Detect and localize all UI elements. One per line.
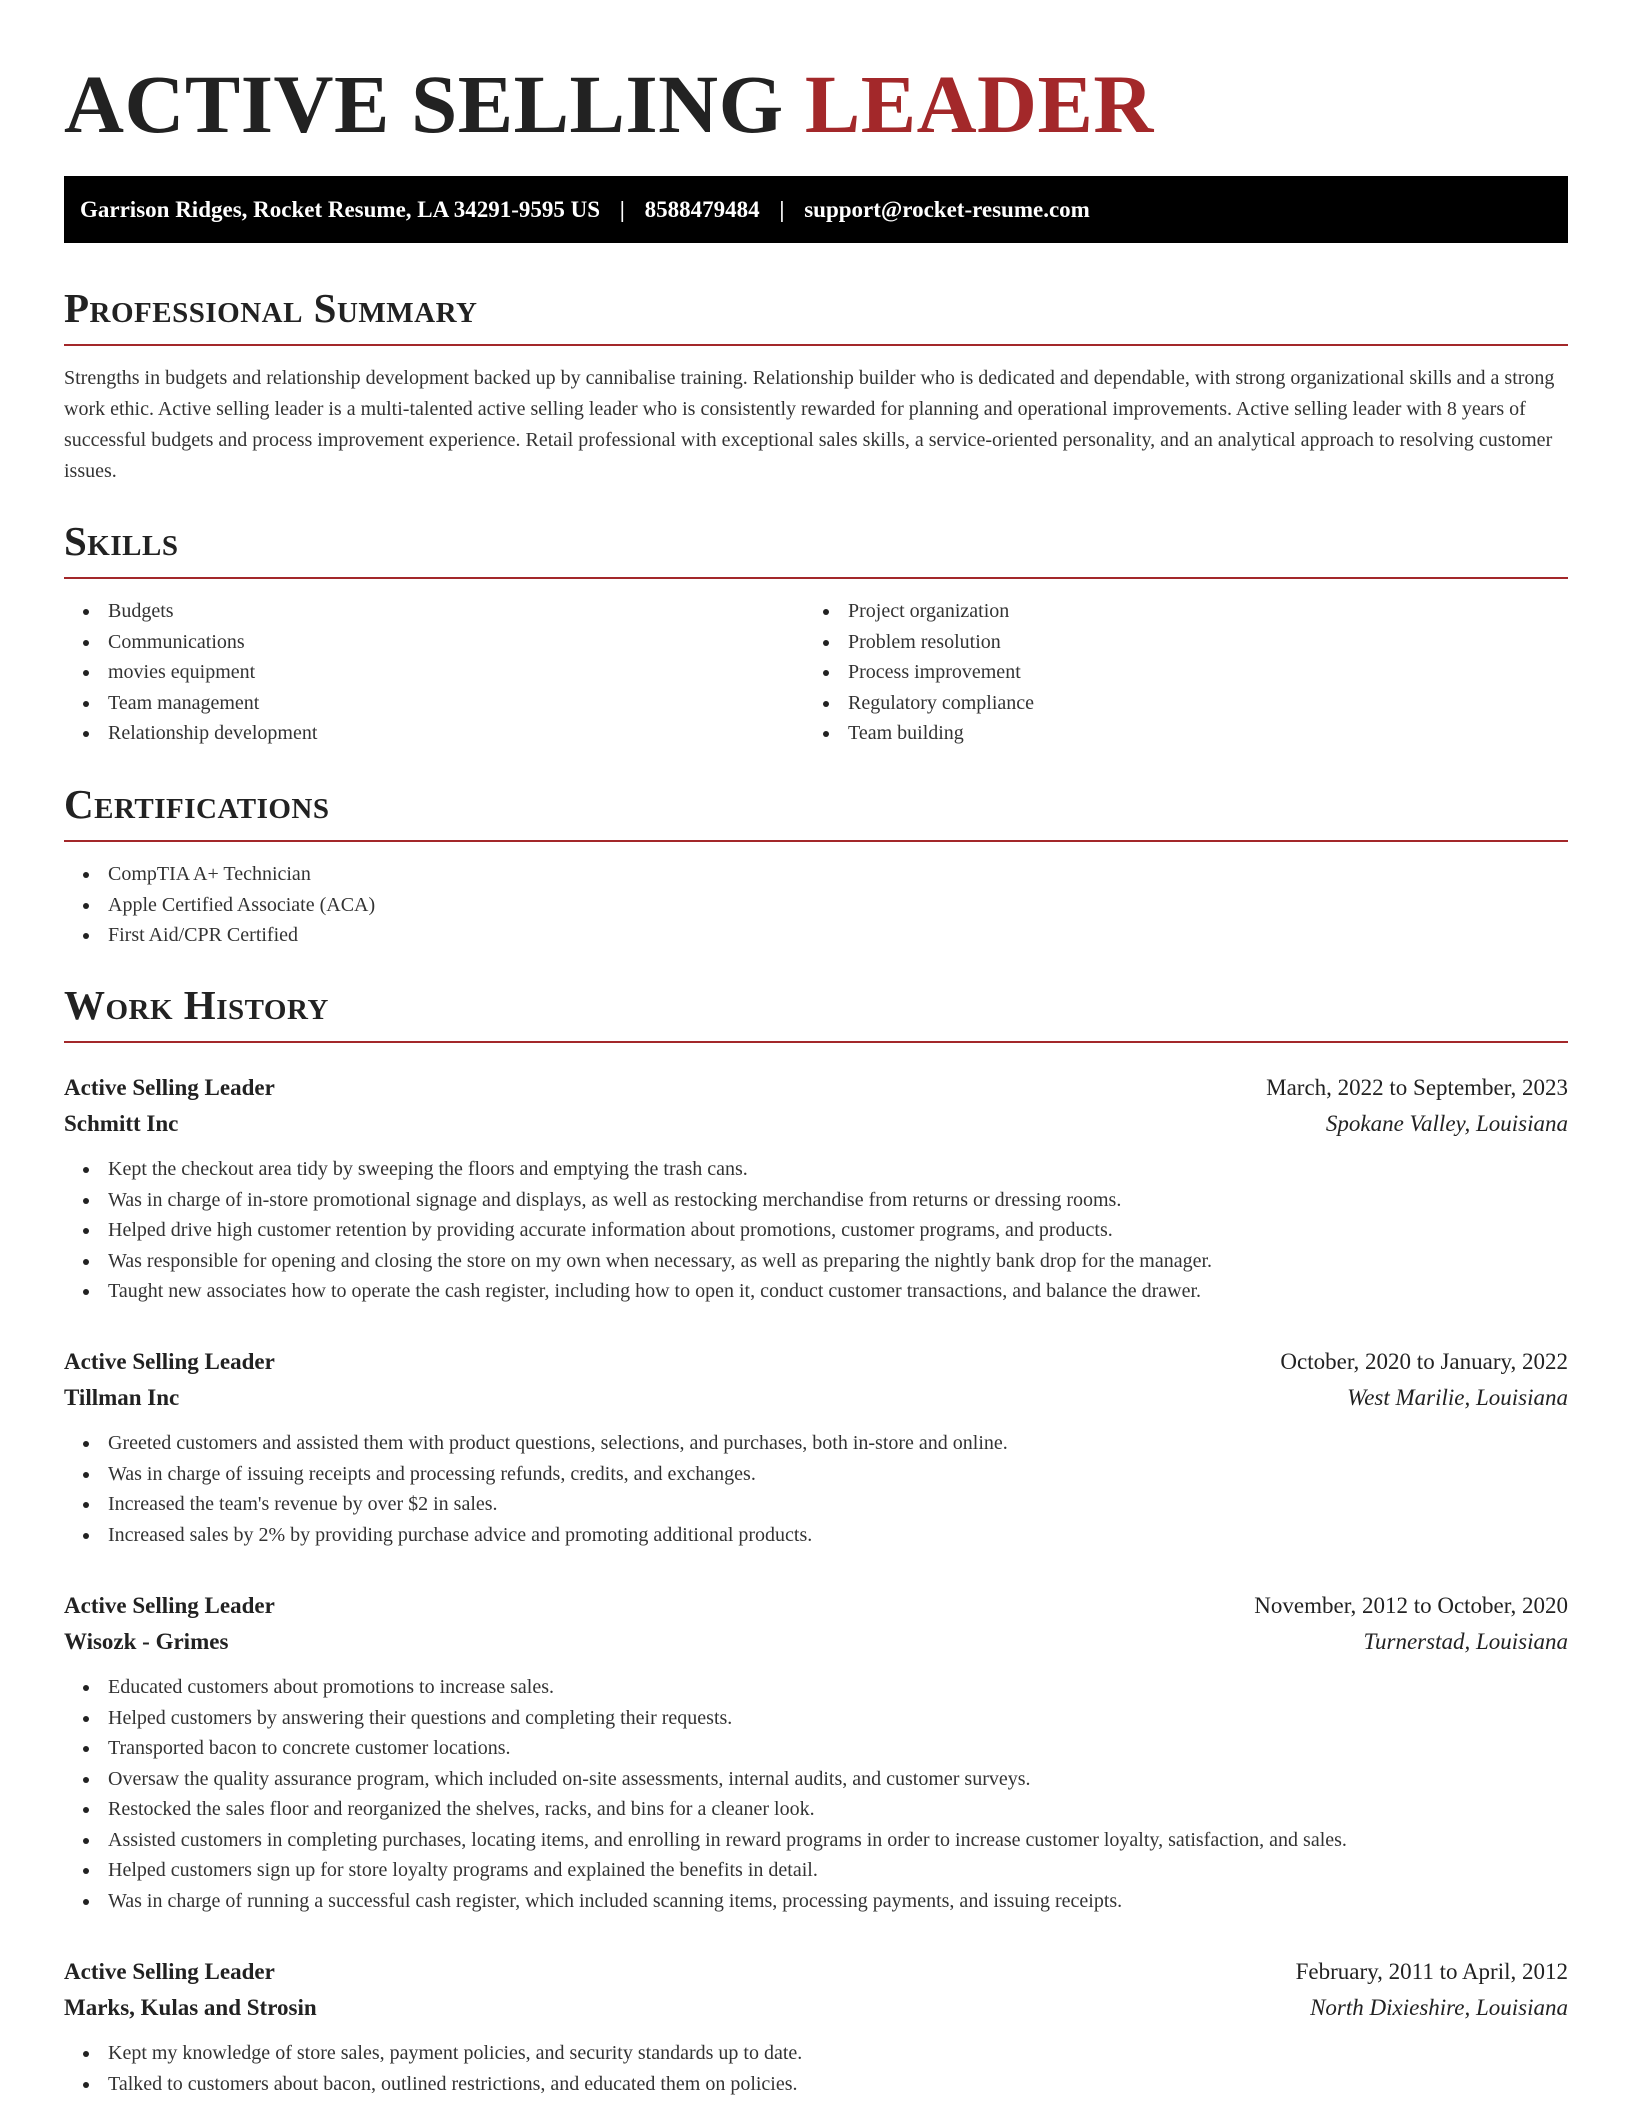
skill-item: Relationship development bbox=[64, 718, 804, 749]
job-duties-list bbox=[64, 1672, 1568, 1916]
job-duty: Was in charge of in-store promotional signage and displays, as well as restocking merchandise from returns or dressing rooms. bbox=[64, 1185, 1568, 1216]
job-title: Active Selling Leader bbox=[64, 1959, 275, 1984]
job-entry bbox=[64, 1070, 1568, 1307]
job-company: Marks, Kulas and Strosin bbox=[64, 1995, 317, 2020]
job-location: Spokane Valley, Louisiana bbox=[1325, 1111, 1568, 1136]
certifications-section bbox=[64, 780, 1568, 951]
job-duty: Assisted customers in completing purchases, locating items, and enrolling in reward programs in order to increase customer loyalty, satisfaction, and sales. bbox=[64, 1825, 1568, 1856]
job-dates: March, 2022 to September, 2023 bbox=[1266, 1075, 1568, 1100]
contact-separator: | bbox=[779, 197, 785, 222]
name-first: ACTIVE SELLING bbox=[64, 58, 784, 150]
contact-bar bbox=[64, 176, 1568, 243]
skill-item: movies equipment bbox=[64, 657, 804, 688]
skill-item: Team building bbox=[804, 718, 1544, 749]
job-dates: February, 2011 to April, 2012 bbox=[1295, 1959, 1568, 1984]
skill-item: Process improvement bbox=[804, 657, 1544, 688]
skill-item: Regulatory compliance bbox=[804, 688, 1544, 719]
job-entry bbox=[64, 1344, 1568, 1550]
skill-item: Budgets bbox=[64, 596, 804, 627]
certifications-list bbox=[64, 859, 1568, 951]
job-duty: Helped customers by answering their questions and completing their requests. bbox=[64, 1703, 1568, 1734]
job-duty: Kept the checkout area tidy by sweeping the floors and emptying the trash cans. bbox=[64, 1154, 1568, 1185]
job-title: Active Selling Leader bbox=[64, 1349, 275, 1374]
job-entry bbox=[64, 1954, 1568, 2099]
job-duty: Greeted customers and assisted them with product questions, selections, and purchases, both in-store and online. bbox=[64, 1428, 1568, 1459]
contact-separator: | bbox=[619, 197, 625, 222]
job-subheader-row bbox=[64, 1106, 1568, 1142]
certification-item: First Aid/CPR Certified bbox=[64, 920, 1568, 951]
contact-address: Garrison Ridges, Rocket Resume, LA 34291-9595 US bbox=[80, 197, 601, 222]
job-company: Wisozk - Grimes bbox=[64, 1629, 229, 1654]
job-location: North Dixieshire, Louisiana bbox=[1310, 1995, 1568, 2020]
job-duty: Oversaw the quality assurance program, which included on-site assessments, internal audits, and customer surveys. bbox=[64, 1764, 1568, 1795]
name-last: LEADER bbox=[804, 58, 1154, 150]
certification-item: Apple Certified Associate (ACA) bbox=[64, 890, 1568, 921]
job-header-row bbox=[64, 1070, 1568, 1106]
skill-item: Communications bbox=[64, 627, 804, 658]
job-subheader-row bbox=[64, 1624, 1568, 1660]
job-duty: Kept my knowledge of store sales, payment policies, and security standards up to date. bbox=[64, 2038, 1568, 2069]
job-duty: Helped customers sign up for store loyalty programs and explained the benefits in detail. bbox=[64, 1855, 1568, 1886]
job-duty: Was responsible for opening and closing the store on my own when necessary, as well as preparing the nightly bank drop for the manager. bbox=[64, 1246, 1568, 1277]
job-duties-list bbox=[64, 1154, 1568, 1307]
section-title-skills: Skills bbox=[64, 517, 1568, 579]
job-duty: Helped drive high customer retention by providing accurate information about promotions, customer programs, and products. bbox=[64, 1215, 1568, 1246]
skill-item: Problem resolution bbox=[804, 627, 1544, 658]
job-location: West Marilie, Louisiana bbox=[1347, 1385, 1568, 1410]
job-header-row bbox=[64, 1954, 1568, 1990]
job-subheader-row bbox=[64, 1380, 1568, 1416]
job-duty: Transported bacon to concrete customer locations. bbox=[64, 1733, 1568, 1764]
job-title: Active Selling Leader bbox=[64, 1593, 275, 1618]
job-header-row bbox=[64, 1344, 1568, 1380]
skills-columns bbox=[64, 579, 1568, 749]
section-title-summary: Professional Summary bbox=[64, 284, 1568, 346]
job-duty: Was in charge of running a successful cash register, which included scanning items, processing payments, and issuing receipts. bbox=[64, 1886, 1568, 1917]
job-duty: Restocked the sales floor and reorganized the shelves, racks, and bins for a cleaner look. bbox=[64, 1794, 1568, 1825]
job-company: Tillman Inc bbox=[64, 1385, 180, 1410]
job-company: Schmitt Inc bbox=[64, 1111, 179, 1136]
summary-section bbox=[64, 284, 1568, 487]
contact-phone: 8588479484 bbox=[644, 197, 760, 222]
contact-email: support@rocket-resume.com bbox=[804, 197, 1090, 222]
job-dates: November, 2012 to October, 2020 bbox=[1254, 1593, 1568, 1618]
job-duty: Increased sales by 2% by providing purchase advice and promoting additional products. bbox=[64, 1520, 1568, 1551]
skills-list-right bbox=[804, 596, 1544, 749]
job-header-row bbox=[64, 1588, 1568, 1624]
job-duty: Educated customers about promotions to increase sales. bbox=[64, 1672, 1568, 1703]
summary-text: Strengths in budgets and relationship development backed up by cannibalise training. Relationship builder who is dedicated and dependable, with strong organizational skills and a strong work ethic. Active selling leader is a multi-talented active selling leader who is consistently rewarded for planning and operational improvements. Active selling leader with 8 years of successful budgets and process improvement experience. Retail professional with exceptional sales skills, a service-oriented personality, and an analytical approach to resolving customer issues. bbox=[64, 367, 1555, 482]
certification-item: CompTIA A+ Technician bbox=[64, 859, 1568, 890]
section-title-certifications: Certifications bbox=[64, 780, 1568, 842]
skills-section bbox=[64, 517, 1568, 749]
job-duties-list bbox=[64, 1428, 1568, 1550]
job-entry bbox=[64, 1588, 1568, 1916]
job-subheader-row bbox=[64, 1990, 1568, 2026]
skill-item: Project organization bbox=[804, 596, 1544, 627]
candidate-name bbox=[64, 56, 1154, 152]
skill-item: Team management bbox=[64, 688, 804, 719]
work-history-section bbox=[64, 981, 1568, 1043]
job-location: Turnerstad, Louisiana bbox=[1363, 1629, 1568, 1654]
job-dates: October, 2020 to January, 2022 bbox=[1280, 1349, 1568, 1374]
job-duties-list bbox=[64, 2038, 1568, 2099]
job-duty: Taught new associates how to operate the cash register, including how to open it, conduct customer transactions, and balance the drawer. bbox=[64, 1276, 1568, 1307]
job-duty: Was in charge of issuing receipts and processing refunds, credits, and exchanges. bbox=[64, 1459, 1568, 1490]
job-duty: Increased the team's revenue by over $2 in sales. bbox=[64, 1489, 1568, 1520]
job-title: Active Selling Leader bbox=[64, 1075, 275, 1100]
job-duty: Talked to customers about bacon, outlined restrictions, and educated them on policies. bbox=[64, 2069, 1568, 2100]
section-title-work-history: Work History bbox=[64, 981, 1568, 1043]
skills-list-left bbox=[64, 596, 804, 749]
